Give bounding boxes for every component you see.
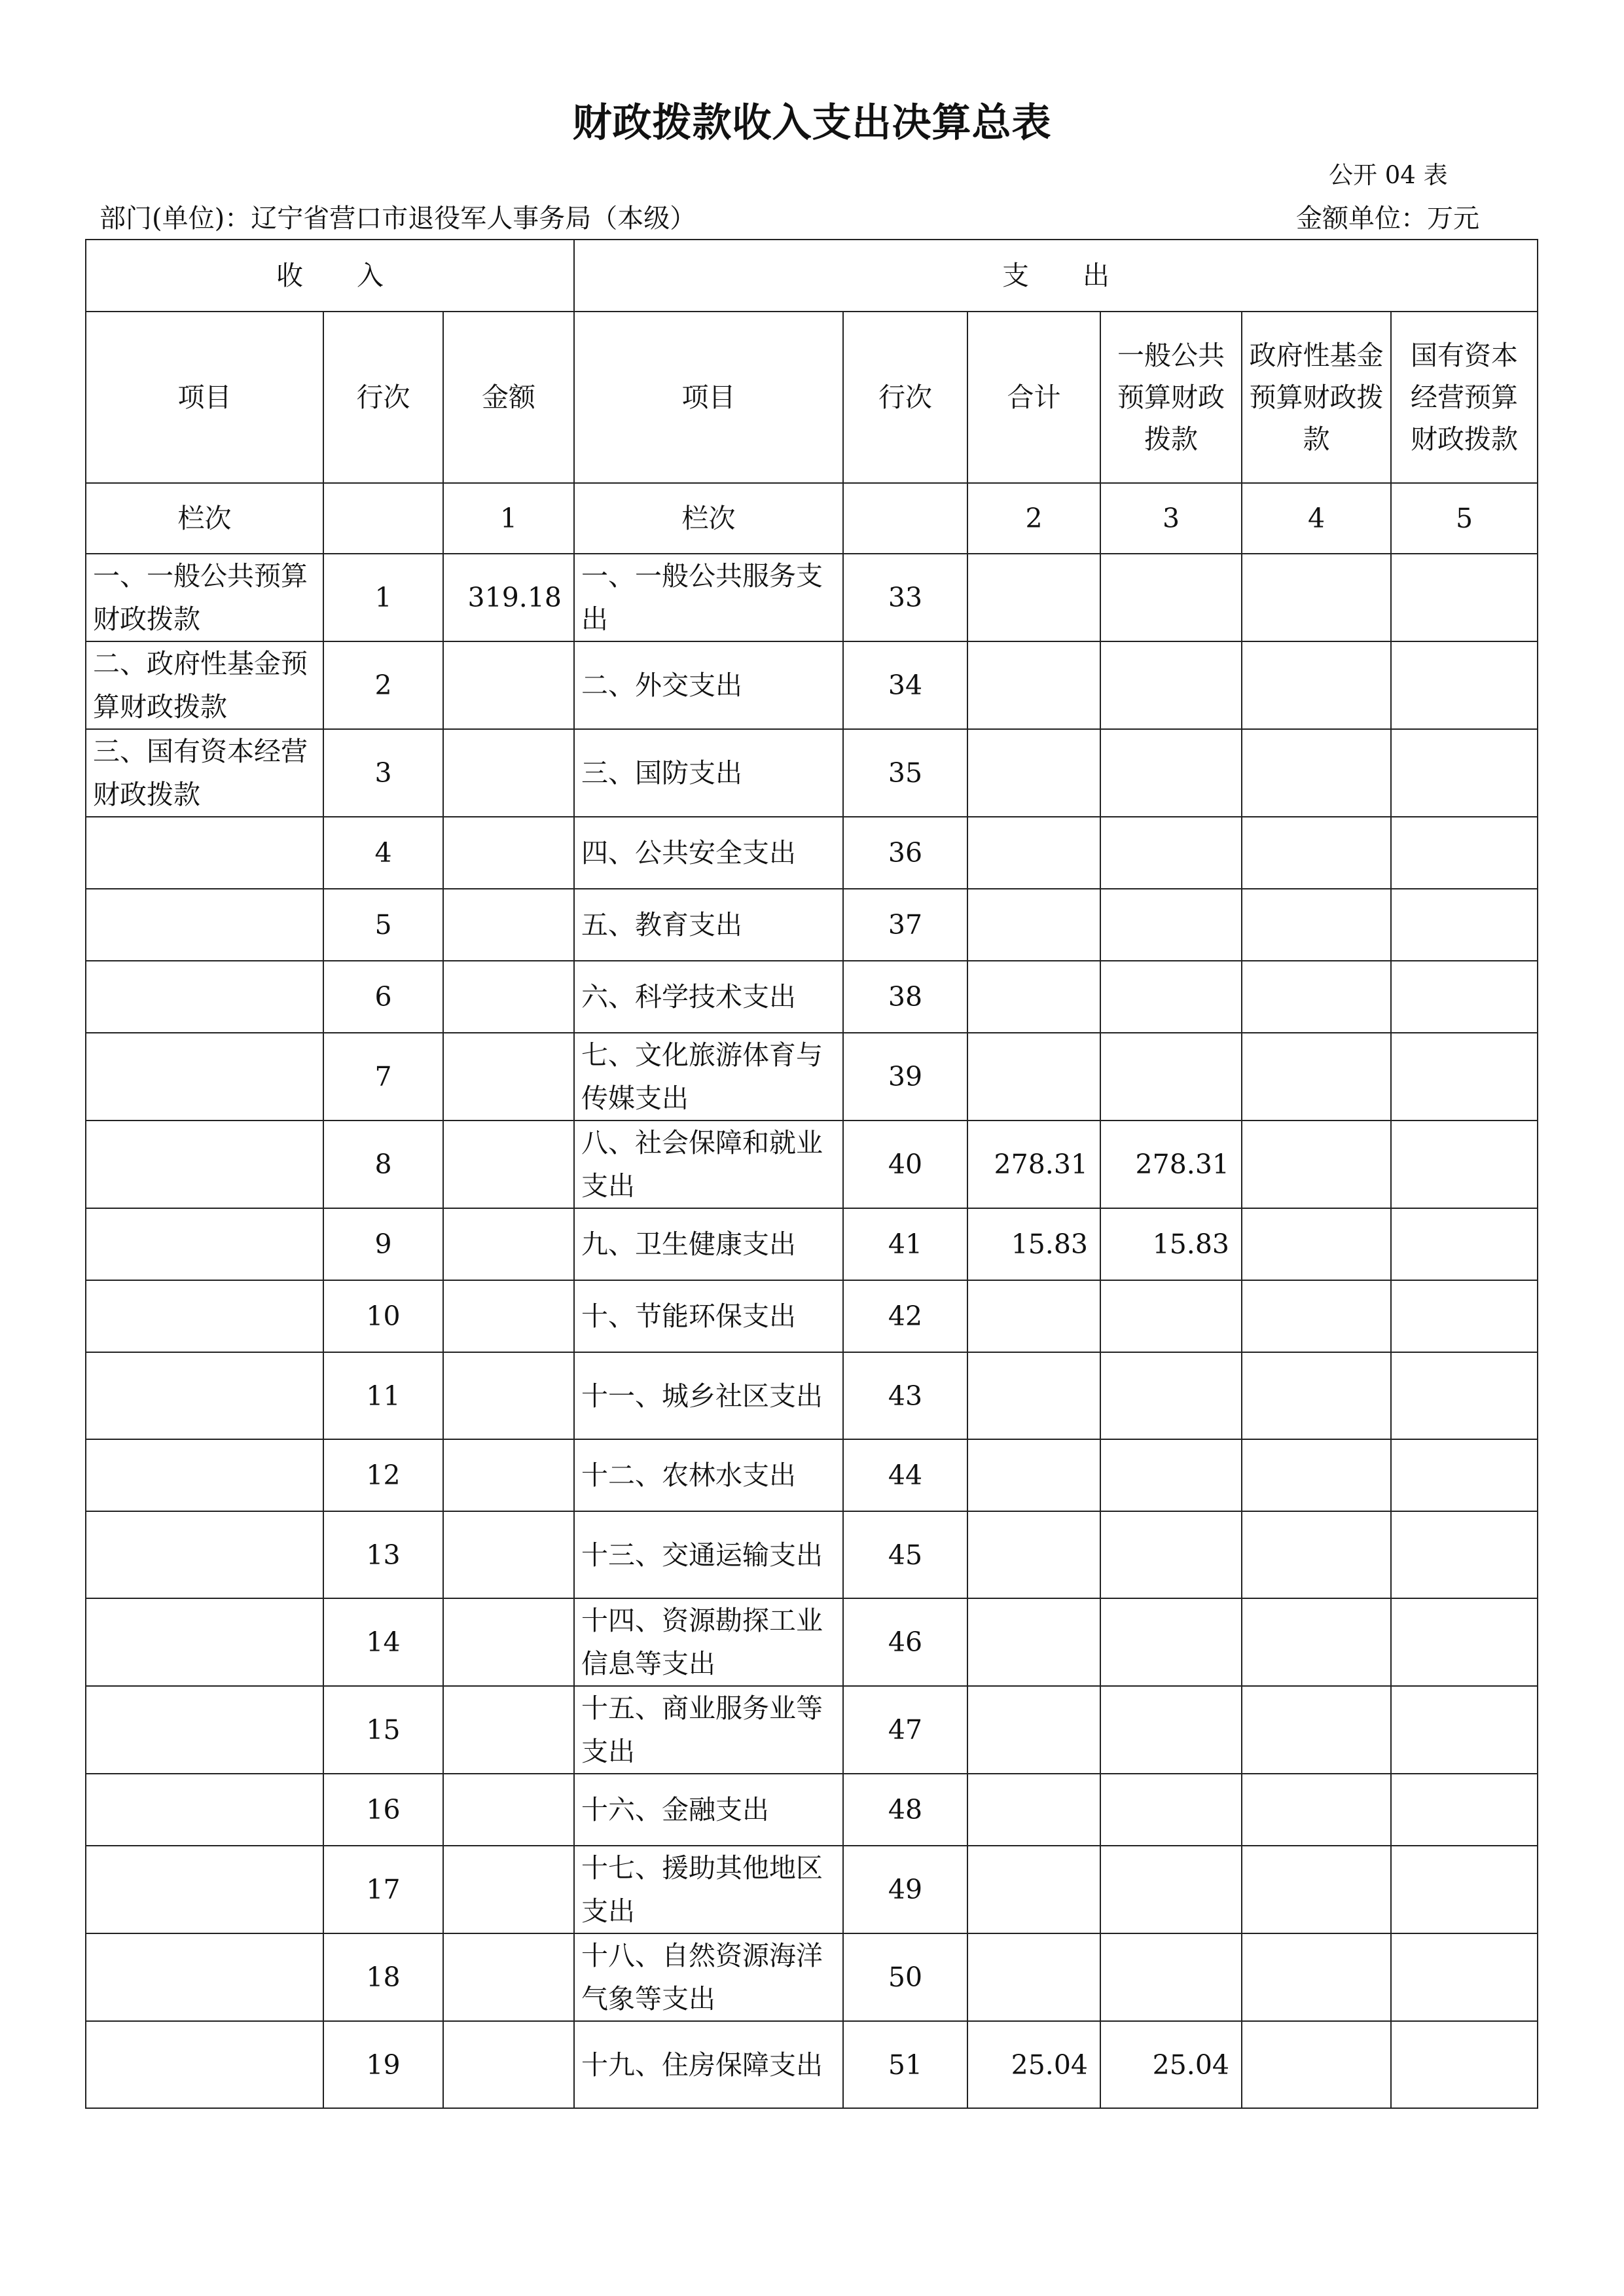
gov-fund-amount-cell: [1242, 641, 1391, 729]
table-row: [86, 1846, 1538, 1933]
total-amount-cell: 25.04: [967, 2021, 1100, 2108]
state-capital-amount-cell: [1391, 1846, 1538, 1933]
gov-fund-amount-cell: [1242, 1933, 1391, 2021]
income-item-cell: [86, 1933, 323, 2021]
total-amount-cell: [967, 1598, 1100, 1686]
total-amount-cell: [967, 1280, 1100, 1352]
general-budget-amount-cell: [1100, 729, 1242, 817]
total-amount-cell: [967, 961, 1100, 1033]
state-capital-amount-cell: [1391, 889, 1538, 961]
gov-fund-amount-cell: [1242, 1846, 1391, 1933]
exp-line-cell: 38: [843, 961, 967, 1033]
table-row: [86, 1121, 1538, 1208]
table-row: [86, 2021, 1538, 2108]
table-row: [86, 554, 1538, 641]
gov-fund-amount-cell: [1242, 1511, 1391, 1598]
state-capital-amount-cell: [1391, 1774, 1538, 1846]
general-budget-amount-cell: [1100, 1033, 1242, 1121]
income-amount-cell: [443, 1280, 574, 1352]
state-capital-amount-cell: [1391, 1598, 1538, 1686]
state-capital-amount-cell: [1391, 1511, 1538, 1598]
gov-fund-amount-cell: [1242, 817, 1391, 889]
income-line-cell: 2: [323, 641, 443, 729]
general-budget-amount-cell: [1100, 1352, 1242, 1439]
gov-fund-amount-cell: [1242, 1352, 1391, 1439]
exp-item-cell: 十、节能环保支出: [574, 1280, 843, 1352]
income-item-cell: [86, 1511, 323, 1598]
gov-fund-amount-cell: [1242, 1033, 1391, 1121]
page-title: 财政拨款收入支出决算总表: [572, 100, 1052, 146]
income-amount-cell: [443, 1846, 574, 1933]
income-item-cell: 一、一般公共预算财政拨款: [86, 554, 323, 641]
exp-line-cell: 46: [843, 1598, 967, 1686]
table-row: [86, 1033, 1538, 1121]
total-amount-cell: [967, 554, 1100, 641]
general-budget-amount-cell: [1100, 1280, 1242, 1352]
column-no-1: 1: [443, 483, 574, 554]
exp-line-cell: 40: [843, 1121, 967, 1208]
income-amount-cell: [443, 729, 574, 817]
income-item-cell: [86, 817, 323, 889]
general-budget-amount-cell: 278.31: [1100, 1121, 1242, 1208]
gov-fund-amount-cell: [1242, 729, 1391, 817]
income-line-cell: 16: [323, 1774, 443, 1846]
exp-line-cell: 41: [843, 1208, 967, 1280]
income-item-cell: [86, 1774, 323, 1846]
exp-line-cell: 51: [843, 2021, 967, 2108]
gov-fund-amount-cell: [1242, 1598, 1391, 1686]
income-line-cell: 1: [323, 554, 443, 641]
column-no-5: 5: [1391, 483, 1538, 554]
expenditure-header: 支 出: [574, 240, 1538, 312]
table-row: [86, 729, 1538, 817]
income-line-cell: 12: [323, 1439, 443, 1511]
income-item-cell: [86, 889, 323, 961]
gov-fund-amount-cell: [1242, 2021, 1391, 2108]
total-amount-cell: [967, 1352, 1100, 1439]
income-line-cell: 18: [323, 1933, 443, 2021]
total-amount-cell: [967, 817, 1100, 889]
table-row: [86, 1352, 1538, 1439]
income-line-cell: 4: [323, 817, 443, 889]
table-row: [86, 1598, 1538, 1686]
income-line-cell: 9: [323, 1208, 443, 1280]
table-row: [86, 1511, 1538, 1598]
state-capital-amount-cell: [1391, 1686, 1538, 1774]
income-line-cell: 5: [323, 889, 443, 961]
gov-fund-amount-cell: [1242, 889, 1391, 961]
exp-item-cell: 三、国防支出: [574, 729, 843, 817]
gov-fund-amount-cell: [1242, 1439, 1391, 1511]
exp-line-cell: 44: [843, 1439, 967, 1511]
general-budget-amount-cell: [1100, 1686, 1242, 1774]
income-line-cell: 15: [323, 1686, 443, 1774]
total-amount-cell: [967, 641, 1100, 729]
general-budget-amount-cell: [1100, 1774, 1242, 1846]
income-item-cell: [86, 1121, 323, 1208]
total-amount-cell: [967, 889, 1100, 961]
state-capital-amount-cell: [1391, 1208, 1538, 1280]
exp-line-cell: 39: [843, 1033, 967, 1121]
general-budget-amount-cell: [1100, 1933, 1242, 2021]
gov-fund-header: 政府性基金预算财政拨款: [1242, 312, 1391, 483]
table-row: [86, 889, 1538, 961]
income-item-cell: [86, 1598, 323, 1686]
total-amount-cell: [967, 729, 1100, 817]
income-amount-cell: [443, 1439, 574, 1511]
general-budget-amount-cell: 15.83: [1100, 1208, 1242, 1280]
income-amount-cell: [443, 1511, 574, 1598]
income-item-cell: 二、政府性基金预算财政拨款: [86, 641, 323, 729]
exp-item-cell: 八、社会保障和就业支出: [574, 1121, 843, 1208]
income-line-cell: 17: [323, 1846, 443, 1933]
state-capital-amount-cell: [1391, 1933, 1538, 2021]
income-item-cell: [86, 1033, 323, 1121]
exp-line-header: 行次: [843, 312, 967, 483]
table-row: [86, 961, 1538, 1033]
exp-item-cell: 十四、资源勘探工业信息等支出: [574, 1598, 843, 1686]
gov-fund-amount-cell: [1242, 1686, 1391, 1774]
income-item-cell: [86, 1352, 323, 1439]
gov-fund-amount-cell: [1242, 1280, 1391, 1352]
income-item-cell: [86, 1208, 323, 1280]
income-amount-cell: 319.18: [443, 554, 574, 641]
column-no-2: 2: [967, 483, 1100, 554]
income-line-cell: 13: [323, 1511, 443, 1598]
gov-fund-amount-cell: [1242, 1208, 1391, 1280]
exp-item-cell: 十二、农林水支出: [574, 1439, 843, 1511]
general-budget-amount-cell: [1100, 1846, 1242, 1933]
exp-item-cell: 十六、金融支出: [574, 1774, 843, 1846]
state-capital-header: 国有资本经营预算财政拨款: [1391, 312, 1538, 483]
gov-fund-amount-cell: [1242, 1121, 1391, 1208]
state-capital-amount-cell: [1391, 817, 1538, 889]
income-line-cell: 19: [323, 2021, 443, 2108]
income-line-header: 行次: [323, 312, 443, 483]
general-budget-amount-cell: [1100, 1511, 1242, 1598]
income-amount-cell: [443, 1933, 574, 2021]
table-row: [86, 1439, 1538, 1511]
general-budget-amount-cell: [1100, 1439, 1242, 1511]
table-row: [86, 1933, 1538, 2021]
budget-table: [85, 239, 1538, 2109]
income-header: 收 入: [86, 240, 574, 312]
total-amount-cell: [967, 1774, 1100, 1846]
table-row: [86, 1774, 1538, 1846]
gov-fund-amount-cell: [1242, 1774, 1391, 1846]
state-capital-amount-cell: [1391, 1439, 1538, 1511]
exp-line-cell: 36: [843, 817, 967, 889]
exp-item-cell: 六、科学技术支出: [574, 961, 843, 1033]
general-budget-amount-cell: 25.04: [1100, 2021, 1242, 2108]
state-capital-amount-cell: [1391, 1280, 1538, 1352]
income-amount-cell: [443, 1774, 574, 1846]
income-amount-cell: [443, 1686, 574, 1774]
exp-line-cell: 37: [843, 889, 967, 961]
income-amount-cell: [443, 1121, 574, 1208]
total-amount-cell: [967, 1511, 1100, 1598]
income-item-cell: [86, 1439, 323, 1511]
exp-line-cell: 33: [843, 554, 967, 641]
exp-line-cell: 48: [843, 1774, 967, 1846]
exp-item-cell: 十一、城乡社区支出: [574, 1352, 843, 1439]
exp-item-cell: 十九、住房保障支出: [574, 2021, 843, 2108]
state-capital-amount-cell: [1391, 641, 1538, 729]
general-budget-amount-cell: [1100, 817, 1242, 889]
exp-line-cell: 49: [843, 1846, 967, 1933]
general-budget-amount-cell: [1100, 1598, 1242, 1686]
exp-item-cell: 一、一般公共服务支出: [574, 554, 843, 641]
exp-item-header: 项目: [574, 312, 843, 483]
income-item-cell: [86, 1846, 323, 1933]
total-amount-cell: [967, 1846, 1100, 1933]
table-row: [86, 817, 1538, 889]
general-budget-amount-cell: [1100, 961, 1242, 1033]
total-amount-cell: [967, 1686, 1100, 1774]
income-line-cell: 7: [323, 1033, 443, 1121]
income-amount-cell: [443, 1598, 574, 1686]
general-budget-amount-cell: [1100, 554, 1242, 641]
income-amount-header: 金额: [443, 312, 574, 483]
income-amount-cell: [443, 817, 574, 889]
form-code: 公开 04 表: [1329, 161, 1448, 189]
income-line-cell: 14: [323, 1598, 443, 1686]
exp-line-cell: 35: [843, 729, 967, 817]
table-row: [86, 1686, 1538, 1774]
state-capital-amount-cell: [1391, 2021, 1538, 2108]
total-header: 合计: [967, 312, 1100, 483]
income-line-cell: 8: [323, 1121, 443, 1208]
exp-line-cell: 45: [843, 1511, 967, 1598]
amount-unit-label: 金额单位：万元: [1296, 204, 1479, 234]
income-amount-cell: [443, 889, 574, 961]
state-capital-amount-cell: [1391, 729, 1538, 817]
total-amount-cell: [967, 1439, 1100, 1511]
income-amount-cell: [443, 2021, 574, 2108]
exp-line-cell: 47: [843, 1686, 967, 1774]
exp-item-cell: 十七、援助其他地区支出: [574, 1846, 843, 1933]
general-budget-amount-cell: [1100, 641, 1242, 729]
income-amount-cell: [443, 1033, 574, 1121]
column-no-cell: [843, 483, 967, 554]
exp-item-cell: 十三、交通运输支出: [574, 1511, 843, 1598]
exp-item-cell: 五、教育支出: [574, 889, 843, 961]
income-item-cell: [86, 961, 323, 1033]
exp-line-cell: 42: [843, 1280, 967, 1352]
state-capital-amount-cell: [1391, 554, 1538, 641]
income-amount-cell: [443, 1208, 574, 1280]
total-amount-cell: [967, 1933, 1100, 2021]
exp-line-cell: 34: [843, 641, 967, 729]
exp-line-cell: 50: [843, 1933, 967, 2021]
general-budget-amount-cell: [1100, 889, 1242, 961]
income-line-cell: 11: [323, 1352, 443, 1439]
income-amount-cell: [443, 641, 574, 729]
exp-item-cell: 十五、商业服务业等支出: [574, 1686, 843, 1774]
total-amount-cell: 278.31: [967, 1121, 1100, 1208]
column-no-label: 栏次: [86, 483, 323, 554]
gov-fund-amount-cell: [1242, 554, 1391, 641]
exp-item-cell: 十八、自然资源海洋气象等支出: [574, 1933, 843, 2021]
gov-fund-amount-cell: [1242, 961, 1391, 1033]
income-line-cell: 6: [323, 961, 443, 1033]
exp-item-cell: 二、外交支出: [574, 641, 843, 729]
state-capital-amount-cell: [1391, 1352, 1538, 1439]
income-line-cell: 10: [323, 1280, 443, 1352]
income-amount-cell: [443, 961, 574, 1033]
income-item-cell: [86, 1686, 323, 1774]
income-line-cell: 3: [323, 729, 443, 817]
exp-item-cell: 七、文化旅游体育与传媒支出: [574, 1033, 843, 1121]
state-capital-amount-cell: [1391, 961, 1538, 1033]
column-no-4: 4: [1242, 483, 1391, 554]
state-capital-amount-cell: [1391, 1033, 1538, 1121]
general-budget-header: 一般公共预算财政拨款: [1100, 312, 1242, 483]
state-capital-amount-cell: [1391, 1121, 1538, 1208]
column-no-cell: [323, 483, 443, 554]
total-amount-cell: [967, 1033, 1100, 1121]
total-amount-cell: 15.83: [967, 1208, 1100, 1280]
department-label: 部门(单位)：辽宁省营口市退役军人事务局（本级）: [99, 204, 696, 234]
exp-item-cell: 四、公共安全支出: [574, 817, 843, 889]
exp-line-cell: 43: [843, 1352, 967, 1439]
table-row: [86, 1208, 1538, 1280]
column-no-label: 栏次: [574, 483, 843, 554]
income-item-header: 项目: [86, 312, 323, 483]
exp-item-cell: 九、卫生健康支出: [574, 1208, 843, 1280]
table-row: [86, 641, 1538, 729]
income-item-cell: 三、国有资本经营财政拨款: [86, 729, 323, 817]
income-item-cell: [86, 1280, 323, 1352]
income-amount-cell: [443, 1352, 574, 1439]
income-item-cell: [86, 2021, 323, 2108]
column-no-3: 3: [1100, 483, 1242, 554]
table-row: [86, 1280, 1538, 1352]
